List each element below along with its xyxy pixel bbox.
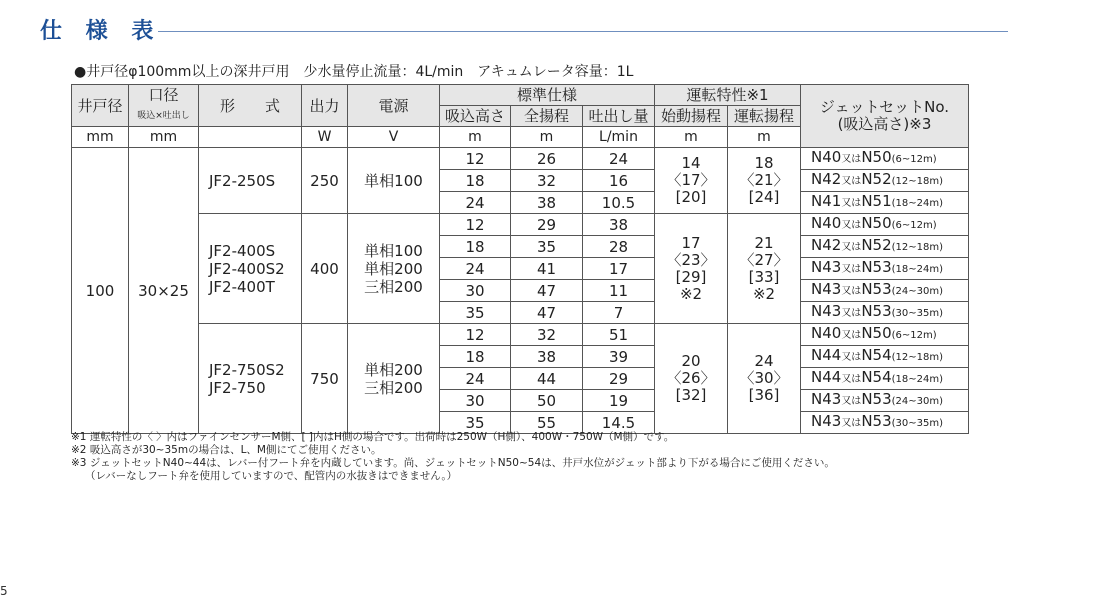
header-total-head — [511, 106, 583, 127]
jet-set-connector: 又は — [841, 242, 862, 253]
jet-set-connector: 又は — [841, 154, 862, 165]
jet-set-a: N43 — [811, 280, 842, 298]
suction-text: 35 — [465, 413, 485, 432]
unit-total — [511, 127, 583, 148]
jet-set-value — [801, 368, 969, 390]
jet-set-value — [801, 302, 969, 324]
run-head-text: [33] — [748, 267, 780, 286]
start-head-text: 〈23〉 — [666, 250, 716, 269]
suction-text: 24 — [465, 193, 485, 212]
header-start-head — [655, 106, 728, 127]
total-head-value — [511, 280, 583, 302]
jet-set-b: N50 — [861, 214, 892, 232]
start-head-cell — [655, 324, 728, 434]
run-head-text: 〈30〉 — [739, 369, 789, 387]
suction-value — [440, 346, 511, 368]
jet-set-value — [801, 280, 969, 302]
output-value: 250 — [310, 171, 339, 190]
total-head-value — [511, 192, 583, 214]
unit-total-label: m — [539, 129, 554, 145]
total-head-text: 50 — [536, 391, 557, 410]
suction-value — [440, 280, 511, 302]
discharge-value — [583, 302, 655, 324]
discharge-value — [583, 192, 655, 214]
suction-value — [440, 192, 511, 214]
output-cell — [302, 324, 348, 434]
run-head-cell — [728, 148, 801, 214]
table-row — [72, 324, 969, 346]
jet-set-b: N50 — [861, 324, 892, 342]
jet-set-value — [801, 236, 969, 258]
discharge-text: 24 — [608, 149, 629, 168]
table-row — [72, 214, 969, 236]
unit-bore-label: mm — [149, 129, 178, 145]
run-head-cell — [728, 324, 801, 434]
model-cell — [199, 148, 302, 214]
footnotes — [71, 431, 835, 483]
discharge-text: 7 — [613, 303, 624, 322]
power-cell — [348, 148, 440, 214]
total-head-value — [511, 236, 583, 258]
jet-set-a: N40 — [811, 324, 842, 342]
well-dia-value — [72, 148, 129, 434]
header-run-head — [728, 106, 801, 127]
run-head-text: 〈27〉 — [739, 250, 789, 269]
suction-value — [440, 368, 511, 390]
discharge-text: 16 — [608, 171, 629, 190]
jet-set-range: (6~12m) — [891, 330, 937, 341]
unit-start-label: m — [684, 129, 698, 145]
suction-text: 30 — [465, 281, 485, 300]
total-head-value — [511, 214, 583, 236]
unit-suction-label: m — [468, 129, 482, 145]
jet-set-b: N54 — [861, 368, 892, 386]
discharge-value — [583, 324, 655, 346]
page-title: 仕 様 表 — [40, 19, 162, 44]
power-value: 単相100 — [364, 241, 423, 260]
total-head-text: 38 — [536, 193, 557, 212]
unit-output-label: W — [317, 129, 332, 145]
jet-set-b: N50 — [861, 148, 892, 166]
unit-well-dia-label: mm — [86, 129, 114, 145]
discharge-text: 10.5 — [601, 193, 636, 212]
start-head-text: [20] — [675, 188, 707, 206]
unit-discharge-label: L/min — [599, 129, 638, 145]
jet-set-value — [801, 258, 969, 280]
suction-value — [440, 148, 511, 170]
suction-text: 24 — [465, 259, 485, 278]
suction-text: 35 — [465, 303, 485, 322]
unit-output — [302, 127, 348, 148]
discharge-value — [583, 390, 655, 412]
total-head-text: 47 — [536, 303, 557, 322]
header-discharge — [583, 106, 655, 127]
total-head-value — [511, 324, 583, 346]
jet-set-connector: 又は — [841, 176, 862, 187]
power-value: 三相200 — [364, 378, 423, 397]
total-head-text: 55 — [536, 413, 557, 432]
jet-set-range: (18~24m) — [891, 374, 943, 385]
suction-text: 18 — [465, 237, 485, 256]
total-head-value — [511, 346, 583, 368]
total-head-value — [511, 368, 583, 390]
start-head-text: 17 — [681, 233, 701, 252]
bore-text: 30×25 — [138, 281, 189, 300]
discharge-value — [583, 148, 655, 170]
model-name: JF2-250S — [209, 171, 276, 190]
discharge-text: 28 — [608, 237, 629, 256]
jet-set-b: N51 — [861, 192, 892, 210]
discharge-value — [583, 280, 655, 302]
output-value: 400 — [310, 259, 339, 278]
run-head-text: 18 — [754, 154, 774, 172]
start-head-text: [29] — [675, 267, 707, 286]
jet-set-connector: 又は — [841, 374, 862, 385]
jet-set-value — [801, 170, 969, 192]
jet-set-a: N42 — [811, 236, 842, 254]
unit-bore — [129, 127, 199, 148]
start-head-text: 〈17〉 — [666, 171, 716, 189]
run-head-text: 〈21〉 — [739, 171, 789, 189]
jet-set-range: (12~18m) — [891, 176, 943, 187]
jet-set-connector: 又は — [841, 198, 862, 209]
jet-set-a: N41 — [811, 192, 842, 210]
suction-value — [440, 390, 511, 412]
jet-set-b: N53 — [861, 258, 892, 276]
unit-power — [348, 127, 440, 148]
jet-set-value — [801, 324, 969, 346]
header-op-char — [655, 85, 801, 106]
model-cell — [199, 214, 302, 324]
unit-run — [728, 127, 801, 148]
total-head-value — [511, 390, 583, 412]
header-jet-set-line2: (吸込高さ)※3 — [837, 115, 932, 133]
jet-set-a: N44 — [811, 346, 842, 364]
jet-set-range: (30~35m) — [891, 308, 943, 319]
suction-value — [440, 236, 511, 258]
discharge-text: 11 — [608, 281, 629, 300]
total-head-text: 35 — [536, 237, 557, 256]
jet-set-value — [801, 346, 969, 368]
start-head-text: 20 — [681, 352, 701, 370]
total-head-text: 26 — [536, 149, 557, 168]
well-dia-text: 100 — [85, 281, 115, 300]
jet-set-b: N53 — [861, 412, 892, 430]
start-head-cell — [655, 214, 728, 324]
discharge-text: 29 — [608, 369, 629, 388]
jet-set-value — [801, 390, 969, 412]
suction-text: 18 — [465, 171, 485, 190]
header-bore — [129, 85, 199, 127]
header-power-label: 電源 — [378, 96, 409, 115]
discharge-text: 19 — [608, 391, 629, 410]
header-model-label: 形 式 — [219, 96, 280, 115]
discharge-text: 17 — [608, 259, 629, 278]
header-output-label: 出力 — [309, 96, 340, 115]
run-head-cell — [728, 214, 801, 324]
discharge-value — [583, 214, 655, 236]
header-output — [302, 85, 348, 127]
power-value: 三相200 — [364, 277, 423, 296]
discharge-value — [583, 236, 655, 258]
discharge-value — [583, 258, 655, 280]
suction-value — [440, 170, 511, 192]
total-head-text: 41 — [536, 259, 557, 278]
jet-set-value — [801, 192, 969, 214]
suction-value — [440, 214, 511, 236]
jet-set-b: N52 — [861, 236, 892, 254]
header-jet-set — [801, 85, 969, 148]
jet-set-range: (30~35m) — [891, 418, 943, 429]
header-well-dia — [72, 85, 129, 127]
spec-note: ●井戸径φ100mm以上の深井戸用 少水量停止流量：4L/min アキュムレータ容量：1L — [74, 64, 634, 80]
jet-set-a: N43 — [811, 302, 842, 320]
header-std-spec — [440, 85, 655, 106]
total-head-text: 29 — [536, 215, 557, 234]
header-model — [199, 85, 302, 127]
jet-set-range: (6~12m) — [891, 220, 937, 231]
table-row — [72, 148, 969, 170]
title-divider — [158, 31, 1008, 32]
unit-start — [655, 127, 728, 148]
jet-set-connector: 又は — [841, 396, 862, 407]
header-jet-set-line1: ジェットセットNo. — [819, 98, 950, 116]
header-well-dia-label: 井戸径 — [77, 96, 123, 115]
suction-text: 12 — [465, 325, 485, 344]
header-discharge-label: 吐出し量 — [588, 107, 649, 125]
jet-set-a: N43 — [811, 258, 842, 276]
total-head-text: 47 — [536, 281, 557, 300]
unit-power-label: V — [388, 129, 399, 145]
unit-suction — [440, 127, 511, 148]
discharge-text: 14.5 — [601, 413, 636, 432]
page-number: 5 — [0, 584, 8, 598]
run-head-text: [36] — [748, 386, 780, 404]
header-bore-label: 口径 — [148, 86, 179, 104]
header-total-head-label: 全揚程 — [523, 107, 569, 125]
jet-set-b: N54 — [861, 346, 892, 364]
discharge-text: 51 — [608, 325, 629, 344]
footnote-3-sub: （レバーなしフート弁を使用していますので、配管内の水抜きはできません。） — [85, 470, 458, 482]
header-start-head-label: 始動揚程 — [660, 107, 721, 125]
jet-set-value — [801, 214, 969, 236]
start-head-text: ※2 — [679, 284, 703, 303]
suction-value — [440, 258, 511, 280]
footnote-3: ※3 ジェットセットN40~44は、レバー付フート弁を内蔵しています。尚、ジェットセットN50~54は、井戸水位がジェット部より下がる場合にご使用ください。 — [71, 457, 835, 469]
model-cell — [199, 324, 302, 434]
jet-set-range: (18~24m) — [891, 198, 943, 209]
jet-set-connector: 又は — [841, 264, 862, 275]
start-head-cell — [655, 148, 728, 214]
jet-set-a: N44 — [811, 368, 842, 386]
power-cell — [348, 324, 440, 434]
jet-set-connector: 又は — [841, 330, 862, 341]
header-op-char-label: 運転特性※1 — [686, 86, 769, 104]
run-head-text: ※2 — [752, 284, 776, 303]
footnote-2: ※2 吸込高さが30~35mの場合は、L、M側にてご使用ください。 — [71, 444, 382, 456]
discharge-text: 39 — [608, 347, 629, 366]
suction-text: 18 — [465, 347, 485, 366]
unit-well-dia — [72, 127, 129, 148]
model-name: JF2-750S2 — [209, 360, 285, 379]
model-name: JF2-400S — [209, 241, 276, 260]
total-head-value — [511, 170, 583, 192]
discharge-value — [583, 170, 655, 192]
jet-set-b: N53 — [861, 280, 892, 298]
jet-set-range: (6~12m) — [891, 154, 937, 165]
jet-set-connector: 又は — [841, 308, 862, 319]
jet-set-b: N53 — [861, 390, 892, 408]
header-bore-sub: 吸込×吐出し — [137, 111, 190, 121]
header-power — [348, 85, 440, 127]
total-head-text: 38 — [536, 347, 557, 366]
header-std-spec-label: 標準仕様 — [516, 86, 577, 104]
jet-set-a: N43 — [811, 412, 842, 430]
footnote-1: ※1 運転特性の〈 〉内はファインセンサーM側、[ ]内はH側の場合です。出荷時は250W（H側）、400W・750W（M側）です。 — [71, 431, 675, 443]
suction-value — [440, 324, 511, 346]
suction-text: 24 — [465, 369, 485, 388]
jet-set-range: (18~24m) — [891, 264, 943, 275]
total-head-text: 32 — [536, 325, 557, 344]
run-head-text: 21 — [754, 233, 774, 252]
unit-run-label: m — [757, 129, 771, 145]
unit-discharge — [583, 127, 655, 148]
power-value: 単相200 — [364, 259, 423, 278]
total-head-text: 44 — [536, 369, 557, 388]
discharge-value — [583, 368, 655, 390]
power-value: 単相100 — [364, 171, 423, 190]
discharge-value — [583, 346, 655, 368]
jet-set-a: N40 — [811, 214, 842, 232]
start-head-text: [32] — [675, 386, 707, 404]
run-head-text: [24] — [748, 188, 780, 206]
power-cell — [348, 214, 440, 324]
jet-set-range: (24~30m) — [891, 286, 943, 297]
run-head-text: 24 — [754, 352, 774, 370]
power-value: 単相200 — [364, 360, 423, 379]
discharge-text: 38 — [608, 215, 629, 234]
output-cell — [302, 148, 348, 214]
suction-text: 12 — [465, 149, 485, 168]
jet-set-a: N40 — [811, 148, 842, 166]
jet-set-range: (12~18m) — [891, 242, 943, 253]
jet-set-value — [801, 148, 969, 170]
total-head-value — [511, 148, 583, 170]
total-head-text: 32 — [536, 171, 557, 190]
header-run-head-label: 運転揚程 — [733, 107, 794, 125]
suction-text: 12 — [465, 215, 485, 234]
jet-set-a: N42 — [811, 170, 842, 188]
jet-set-range: (12~18m) — [891, 352, 943, 363]
model-name: JF2-400T — [209, 277, 275, 296]
start-head-text: 〈26〉 — [666, 369, 716, 387]
output-value: 750 — [310, 369, 339, 388]
jet-set-connector: 又は — [841, 220, 862, 231]
jet-set-range: (24~30m) — [891, 396, 943, 407]
jet-set-b: N52 — [861, 170, 892, 188]
output-cell — [302, 214, 348, 324]
bore-value — [129, 148, 199, 434]
start-head-text: 14 — [681, 154, 701, 172]
suction-value — [440, 302, 511, 324]
unit-model — [199, 127, 302, 148]
spec-table — [71, 84, 969, 434]
total-head-value — [511, 302, 583, 324]
model-name: JF2-400S2 — [209, 259, 285, 278]
jet-set-connector: 又は — [841, 418, 862, 429]
suction-text: 30 — [465, 391, 485, 410]
model-name: JF2-750 — [209, 378, 266, 397]
jet-set-connector: 又は — [841, 352, 862, 363]
jet-set-connector: 又は — [841, 286, 862, 297]
jet-set-a: N43 — [811, 390, 842, 408]
header-suction-head-label: 吸込高さ — [444, 107, 505, 125]
jet-set-b: N53 — [861, 302, 892, 320]
header-suction-head — [440, 106, 511, 127]
total-head-value — [511, 258, 583, 280]
